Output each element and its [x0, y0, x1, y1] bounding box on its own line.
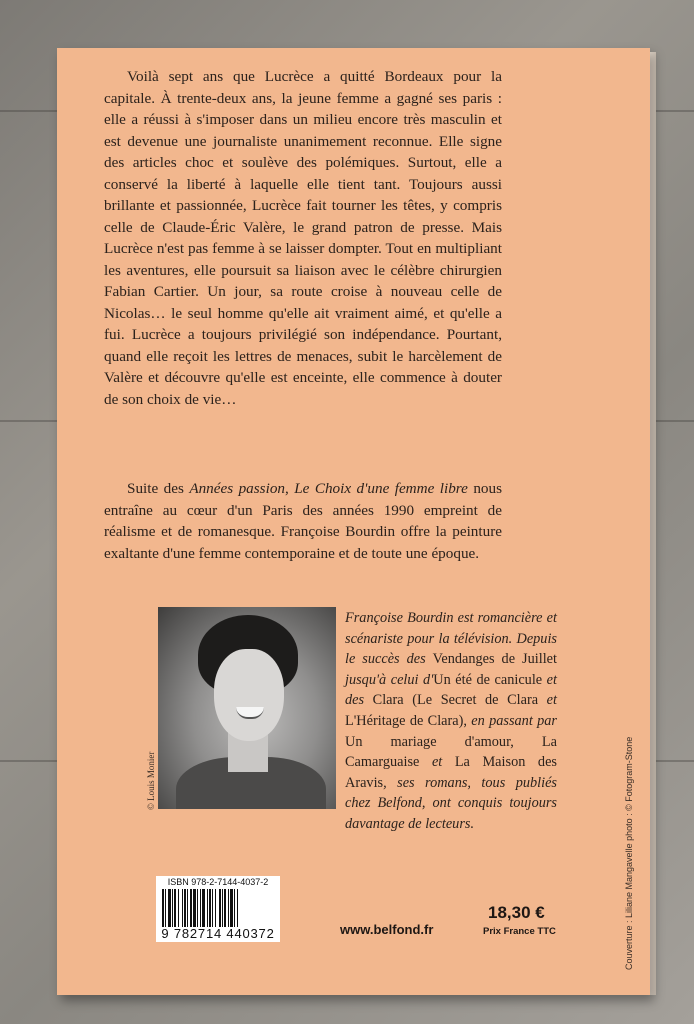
bio-run: et: [538, 692, 557, 709]
bio-run: et des: [345, 671, 557, 709]
bio-run: , ses romans, tous publiés chez Belfond, ont conquis toujours davantage de lecteurs.: [345, 774, 557, 832]
bio-run: en passant par: [471, 712, 557, 729]
book-title: Le Choix d'une femme libre: [294, 480, 468, 497]
suite-prefix: Suite des: [127, 480, 190, 497]
book-page-edge: [650, 52, 656, 995]
barcode: [156, 876, 280, 942]
isbn-label: ISBN 978-2-7144-4037-2: [167, 877, 269, 887]
author-photo: [158, 607, 336, 809]
suite-paragraph: [104, 478, 502, 564]
synopsis-text: Voilà sept ans que Lucrèce a quitté Bordeaux pour la capitale. À trente-deux ans, la jeune femme a gagné ses paris : elle a réussi à s'imposer dans un milieu encore très masculin et est devenue une journaliste unanimement reconnue. Elle signe des articles choc et soulève des polémiques. Surtout, elle a conservé la liberté à laquelle elle tient tant. Toujours aussi brillante et passionnée, Lucrèce fait tourner les têtes, y compris celle de Claude-Éric Valère, le grand patron de presse. Mais Lucrèce n'est pas femme à se laisser dompter. Tout en multipliant les aventures, elle poursuit sa liaison avec le célèbre chirurgien Fabian Cartier. Un jour, sa route croise à nouveau celle de Nicolas… le seul homme qu'elle ait vraiment aimé, et qu'elle a fui. Lucrèce a toujours privilégié son indépendance. Pourtant, quand elle reçoit les lettres de menaces, subit le harcèlement de Valère et découvre qu'elle est enceinte, elle commence à douter de son choix de vie…: [104, 68, 502, 408]
bio-run: L'Héritage de Clara: [345, 712, 459, 729]
bio-run: Le Secret de Clara: [417, 692, 539, 709]
bio-run: La Camarguaise: [345, 733, 557, 771]
bio-run: jusqu'à celui d': [345, 671, 434, 688]
bio-run: ),: [458, 712, 472, 729]
bio-run: Un été de canicule: [433, 671, 543, 688]
barcode-bars: [162, 889, 274, 927]
publisher-website: www.belfond.fr: [340, 922, 434, 937]
bio-run: Un mariage d'amour: [345, 733, 511, 750]
cover-credit: Couverture : Liliane Mangavelle photo : © Fotogram-Stone: [624, 736, 634, 970]
price-label: Prix France TTC: [483, 926, 556, 937]
bio-run: Vendanges de Juillet: [432, 651, 557, 668]
suite-separator: ,: [285, 480, 295, 497]
author-bio: [345, 608, 557, 835]
ean-number: 9 782714 440372: [161, 926, 275, 941]
series-title: Années passion: [189, 480, 286, 497]
bio-run: Françoise Bourdin est romancière et scénariste pour la télévision. Depuis le succès des: [345, 610, 557, 668]
bio-run: La Maison des Aravis: [345, 754, 557, 791]
price: 18,30 €: [488, 903, 545, 922]
bio-run: et: [419, 754, 455, 771]
bio-run: ,: [510, 733, 542, 750]
bio-run: (: [403, 692, 418, 709]
suite-rest: nous entraîne au cœur d'un Paris des années 1990 empreint de réalisme et de romanesque. Françoise Bourdin offre la peinture exaltante d'une femme contemporaine et de toute une époque.: [104, 480, 503, 562]
photo-credit: © Louis Monier: [146, 751, 156, 810]
bio-run: Clara: [372, 692, 404, 709]
